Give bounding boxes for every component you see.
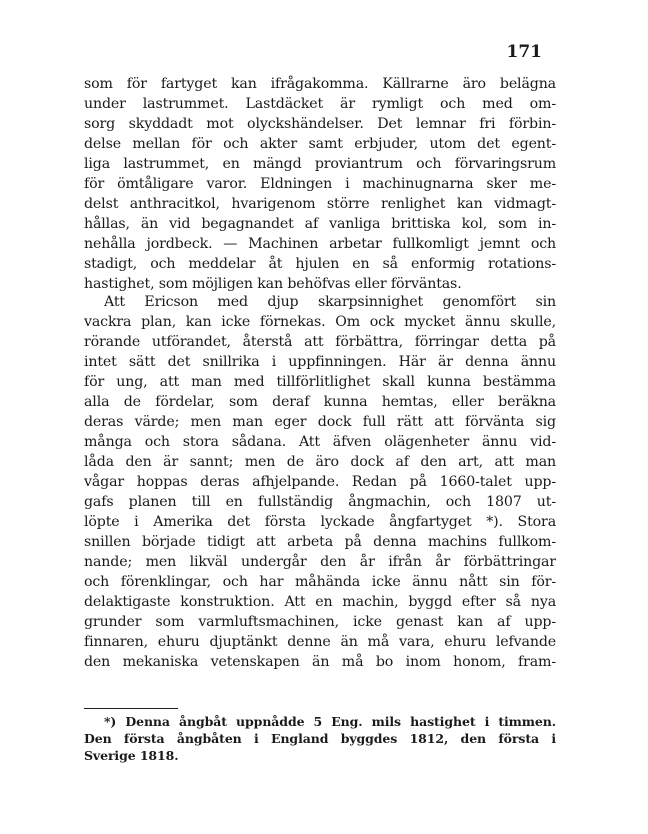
text-line: och förenklingar, och har måhända icke ännu nått sin för-	[84, 574, 556, 590]
text-line: den mekaniska vetenskapen än må bo inom honom, fram-	[84, 654, 556, 670]
text-line: hastighet, som möjligen kan behöfvas eller förväntas.	[84, 276, 462, 292]
text-line: hållas, än vid begagnandet af vanliga brittiska kol, som in-	[84, 216, 556, 232]
text-line: delse mellan för och akter samt erbjuder, utom det egent-	[84, 136, 556, 152]
text-line: löpte i Amerika det första lyckade ångfartyget *). Stora	[84, 514, 556, 530]
text-line: som för fartyget kan ifrågakomma. Källrarne äro belägna	[84, 76, 556, 92]
text-line: Att Ericson med djup skarpsinnighet genomfört sin	[104, 294, 556, 310]
text-line: delaktigaste konstruktion. Att en machin, byggd efter så nya	[84, 594, 556, 610]
page-number: 171	[506, 42, 542, 62]
footnote-line: *) Denna ångbåt uppnådde 5 Eng. mils hastighet i timmen.	[104, 714, 556, 729]
text-line: under lastrummet. Lastdäcket är rymligt och med om-	[84, 96, 556, 112]
text-line: alla de fördelar, som deraf kunna hemtas, eller beräkna	[84, 394, 556, 410]
text-line: vackra plan, kan icke förnekas. Om ock mycket ännu skulle,	[84, 314, 556, 330]
text-line: deras värde; men man eger dock full rätt att förvänta sig	[84, 414, 556, 430]
text-line: finnaren, ehuru djuptänkt denne än må vara, ehuru lefvande	[84, 634, 556, 650]
footnote	[84, 713, 556, 764]
text-line: rörande utförandet, återstå att förbättra, förringar detta på	[84, 334, 556, 350]
text-line: liga lastrummet, en mängd proviantrum och förvaringsrum	[84, 156, 556, 172]
text-line: många och stora sådana. Att äfven olägenheter ännu vid-	[84, 434, 556, 450]
text-line: för ömtåligare varor. Eldningen i machinugnarna sker me-	[84, 176, 556, 192]
paragraph-1	[84, 74, 556, 294]
text-line: gafs planen till en fullständig ångmachin, och 1807 ut-	[84, 494, 556, 510]
text-line: intet sätt det snillrika i uppfinningen. Här är denna ännu	[84, 354, 556, 370]
text-line: grunder som varmluftsmachinen, icke genast kan af upp-	[84, 614, 556, 630]
footnote-divider	[84, 708, 178, 709]
paragraph-2	[84, 292, 556, 672]
text-line: stadigt, och meddelar åt hjulen en så enformig rotations-	[84, 256, 556, 272]
text-line: sorg skyddadt mot olyckshändelser. Det lemnar fri förbin-	[84, 116, 556, 132]
text-line: för ung, att man med tillförlitlighet skall kunna bestämma	[84, 374, 556, 390]
text-line: delst anthracitkol, hvarigenom större renlighet kan vidmagt-	[84, 196, 556, 212]
text-line: låda den är sannt; men de äro dock af den art, att man	[84, 454, 556, 470]
text-line: vågar hoppas deras afhjelpande. Redan på 1660-talet upp-	[84, 474, 556, 490]
text-line: nehålla jordbeck. — Machinen arbetar fullkomligt jemnt och	[84, 236, 556, 252]
footnote-line: Sverige 1818.	[84, 748, 179, 763]
text-line: nande; men likväl undergår den år ifrån år förbättringar	[84, 554, 556, 570]
text-line: snillen började tidigt att arbeta på denna machins fullkom-	[84, 534, 556, 550]
footnote-line: Den första ångbåten i England byggdes 1812, den första i	[84, 731, 556, 746]
